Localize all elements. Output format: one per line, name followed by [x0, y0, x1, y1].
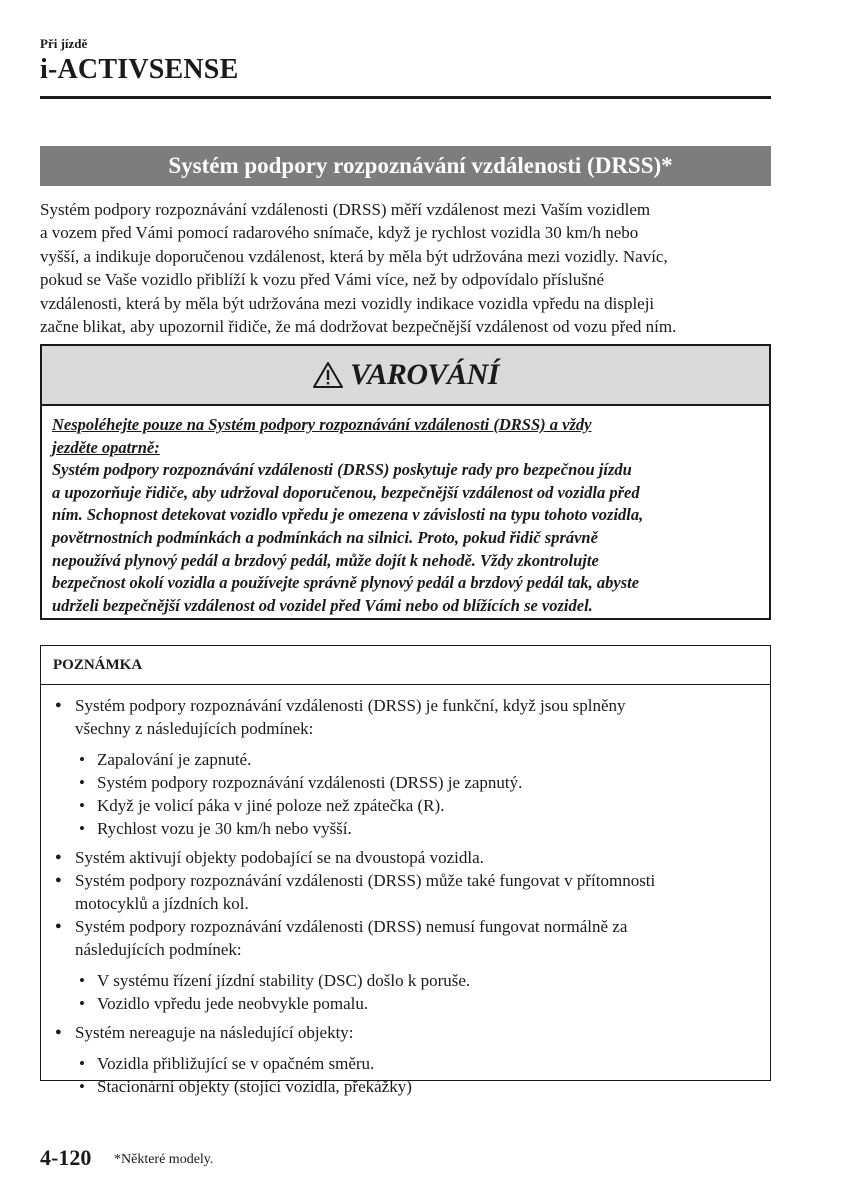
- note-item-line: motocyklů a jízdních kol.: [75, 894, 249, 913]
- chapter-title: i-ACTIVSENSE: [40, 54, 239, 85]
- note-sub-item: • Zapalování je zapnuté.: [75, 748, 770, 771]
- note-item-line: Systém podpory rozpoznávání vzdálenosti (DRSS) je funkční, když jsou splněny: [75, 696, 626, 715]
- intro-line: a vozem před Vámi pomocí radarového snímače, když je rychlost vozidla 30 km/h nebo: [40, 223, 639, 243]
- warning-body: [42, 406, 769, 617]
- note-item-line: Systém nereaguje na následující objekty:: [75, 1023, 354, 1042]
- warning-header: [42, 346, 769, 406]
- intro-line: Systém podpory rozpoznávání vzdálenosti (DRSS) měří vzdálenost mezi Vaším vozidlem: [40, 200, 651, 219]
- page-number: 4-120: [40, 1145, 92, 1170]
- note-sub-item: • V systému řízení jízdní stability (DSC) došlo k poruše.: [75, 969, 770, 992]
- note-sub-list: [75, 969, 770, 1015]
- note-item-line: všechny z následujících podmínek:: [75, 719, 314, 738]
- warning-box: [40, 344, 771, 620]
- warning-title: VAROVÁNÍ: [350, 358, 499, 391]
- note-item-line: následujících podmínek:: [75, 940, 242, 959]
- footnote: *Některé modely.: [114, 1152, 214, 1167]
- warning-triangle-icon: [312, 361, 344, 389]
- note-item: [41, 846, 770, 869]
- intro-line: vzdálenosti, která by měla být udržována mezi vozidly indikace vozidla vpředu na displeji: [40, 293, 655, 313]
- note-sub-item: • Rychlost vozu je 30 km/h nebo vyšší.: [75, 817, 770, 840]
- note-sub-item: • Systém podpory rozpoznávání vzdálenosti (DRSS) je zapnutý.: [75, 771, 770, 794]
- note-item: [41, 869, 770, 915]
- note-sub-item: • Vozidlo vpředu jede neobvykle pomalu.: [75, 992, 770, 1015]
- warning-text-line: povětrnostních podmínkách a podmínkách na silnici. Proto, pokud řidič správně: [52, 527, 598, 547]
- note-sub-item: • Vozidla přibližující se v opačném směru.: [75, 1052, 770, 1075]
- warning-text-line: ním. Schopnost detekovat vozidlo vpředu je omezena v závislosti na typu tohoto vozidla,: [52, 505, 644, 525]
- note-list: [41, 694, 770, 1098]
- breadcrumb: Při jízdě: [40, 36, 88, 51]
- note-title: POZNÁMKA: [41, 646, 770, 685]
- note-item-line: Systém podpory rozpoznávání vzdálenosti (DRSS) nemusí fungovat normálně za: [75, 917, 628, 936]
- section-heading: Systém podpory rozpoznávání vzdálenosti (DRSS)*: [40, 146, 771, 186]
- warning-text-line: udrželi bezpečnější vzdálenost od vozidel před Vámi nebo od blížících se vozidel.: [52, 595, 593, 615]
- note-sub-list: [75, 1052, 770, 1098]
- intro-line: začne blikat, aby upozornil řidiče, že má dodržovat bezpečnější vzdálenost od vozu před ním.: [40, 317, 677, 337]
- note-item: [41, 915, 770, 1015]
- chapter-rule: [40, 96, 771, 99]
- warning-text-line: nepoužívá plynový pedál a brzdový pedál, může dojít k nehodě. Vždy zkontrolujte: [52, 550, 599, 570]
- warning-text-line: a upozorňuje řidiče, aby udržoval doporučenou, bezpečnější vzdálenost od vozidla před: [52, 482, 640, 502]
- note-item: [41, 694, 770, 840]
- note-sub-list: [75, 748, 770, 840]
- warning-lead-line: jezděte opatrně:: [52, 437, 160, 457]
- warning-text-line: Systém podpory rozpoznávání vzdálenosti (DRSS) poskytuje rady pro bezpečnou jízdu: [52, 460, 632, 480]
- note-box: [40, 645, 771, 1096]
- intro-line: pokud se Vaše vozidlo přiblíží k vozu před Vámi více, než by odpovídalo příslušné: [40, 270, 605, 290]
- note-sub-item: • Když je volicí páka v jiné poloze než zpátečka (R).: [75, 794, 770, 817]
- note-item: [41, 1021, 770, 1098]
- intro-line: vyšší, a indikuje doporučenou vzdálenost, která by měla být udržována mezi vozidly. Navíc,: [40, 246, 668, 266]
- warning-lead-line: Nespoléhejte pouze na Systém podpory rozpoznávání vzdálenosti (DRSS) a vždy: [52, 415, 592, 434]
- intro-paragraph: [40, 198, 775, 338]
- note-sub-item: • Stacionární objekty (stojící vozidla, překážky): [75, 1075, 770, 1098]
- note-item-line: Systém aktivují objekty podobající se na dvoustopá vozidla.: [75, 848, 484, 867]
- note-item-line: Systém podpory rozpoznávání vzdálenosti (DRSS) může také fungovat v přítomnosti: [75, 871, 656, 890]
- warning-text-line: bezpečnost okolí vozidla a používejte správně plynový pedál a brzdový pedál tak, abyste: [52, 573, 640, 593]
